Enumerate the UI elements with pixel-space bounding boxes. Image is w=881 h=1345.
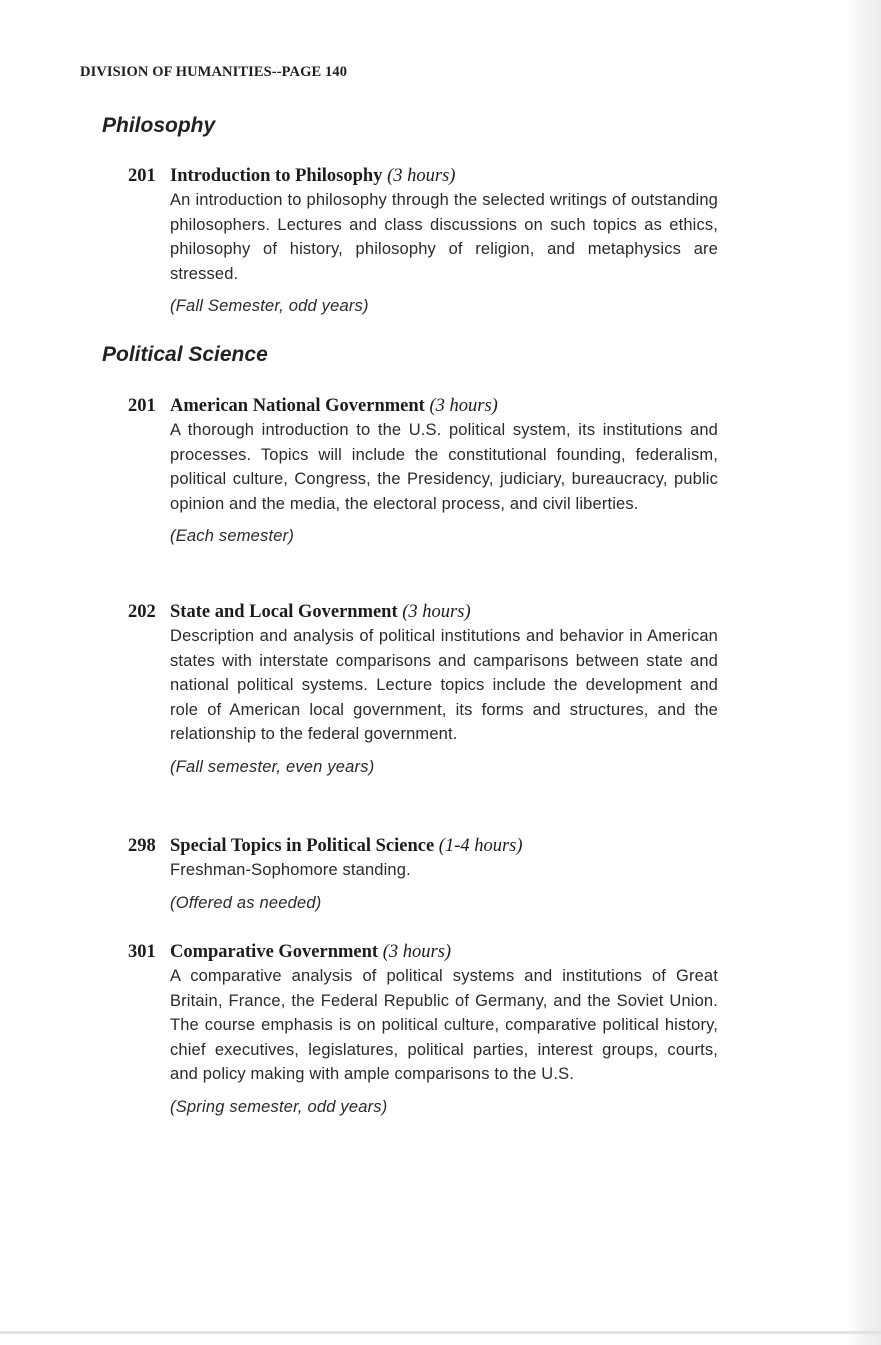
course-description: Freshman-Sophomore standing. xyxy=(170,861,411,879)
course-phil-201 xyxy=(128,164,728,318)
course-term: (Fall semester, even years) xyxy=(170,757,375,776)
course-heading xyxy=(128,164,728,188)
course-title: Comparative Government xyxy=(170,942,379,962)
page-bottom-edge xyxy=(0,1331,881,1334)
course-hours: (3 hours) xyxy=(387,166,456,186)
course-description: A comparative analysis of political systems and institutions of Great Britain, France, the Federal Republic of Germany, and the Soviet Union. The course emphasis is on political culture, comparative political history, chief executives, legislatures, political parties, interest groups, courts, and policy making with ample comparisons to the U.S. xyxy=(170,967,718,1083)
section-title-political-science: Political Science xyxy=(102,343,268,366)
course-hours: (3 hours) xyxy=(402,602,471,622)
course-number: 201 xyxy=(128,166,156,186)
course-title: American National Government xyxy=(170,396,425,416)
course-heading xyxy=(128,940,728,964)
course-heading xyxy=(128,834,728,858)
course-polsci-202 xyxy=(128,600,728,779)
course-number: 201 xyxy=(128,396,156,416)
course-title: State and Local Government xyxy=(170,602,398,622)
course-polsci-301 xyxy=(128,940,728,1119)
running-head: DIVISION OF HUMANITIES--PAGE 140 xyxy=(80,64,348,80)
course-description: Description and analysis of political institutions and behavior in American states with interstate comparisons and camparisons between state and national political systems. Lecture topics include the development and role of American local government, its forms and structures, and the relationship to the federal government. xyxy=(170,627,718,743)
course-term: (Each semester) xyxy=(170,527,295,545)
course-title: Introduction to Philosophy xyxy=(170,166,383,186)
course-hours: (3 hours) xyxy=(382,942,452,962)
course-number: 298 xyxy=(128,836,156,856)
course-description: An introduction to philosophy through the selected writings of outstanding philosophers. Lectures and class discussions on such topics as ethics, philosophy of history, philosophy of religion, and metaphysics are stressed. xyxy=(170,191,718,283)
page-edge-shadow xyxy=(847,0,881,1345)
course-number: 202 xyxy=(128,602,156,622)
course-hours: (3 hours) xyxy=(429,396,498,416)
course-heading xyxy=(128,600,728,624)
course-term: (Offered as needed) xyxy=(170,893,322,912)
course-heading xyxy=(128,394,728,418)
course-title: Special Topics in Political Science xyxy=(170,836,435,856)
course-number: 301 xyxy=(128,942,156,962)
course-polsci-201 xyxy=(128,394,728,548)
section-title-philosophy: Philosophy xyxy=(102,114,216,137)
course-hours: (1-4 hours) xyxy=(438,836,523,856)
course-description: A thorough introduction to the U.S. political system, its institutions and processes. Topics will include the constitutional founding, federalism, political culture, Congress, the Presidency, judiciary, bureaucracy, public opinion and the media, the electoral process, and civil liberties. xyxy=(170,421,718,513)
course-polsci-298 xyxy=(128,834,728,915)
course-term: (Fall Semester, odd years) xyxy=(170,297,369,315)
course-term: (Spring semester, odd years) xyxy=(170,1097,388,1116)
